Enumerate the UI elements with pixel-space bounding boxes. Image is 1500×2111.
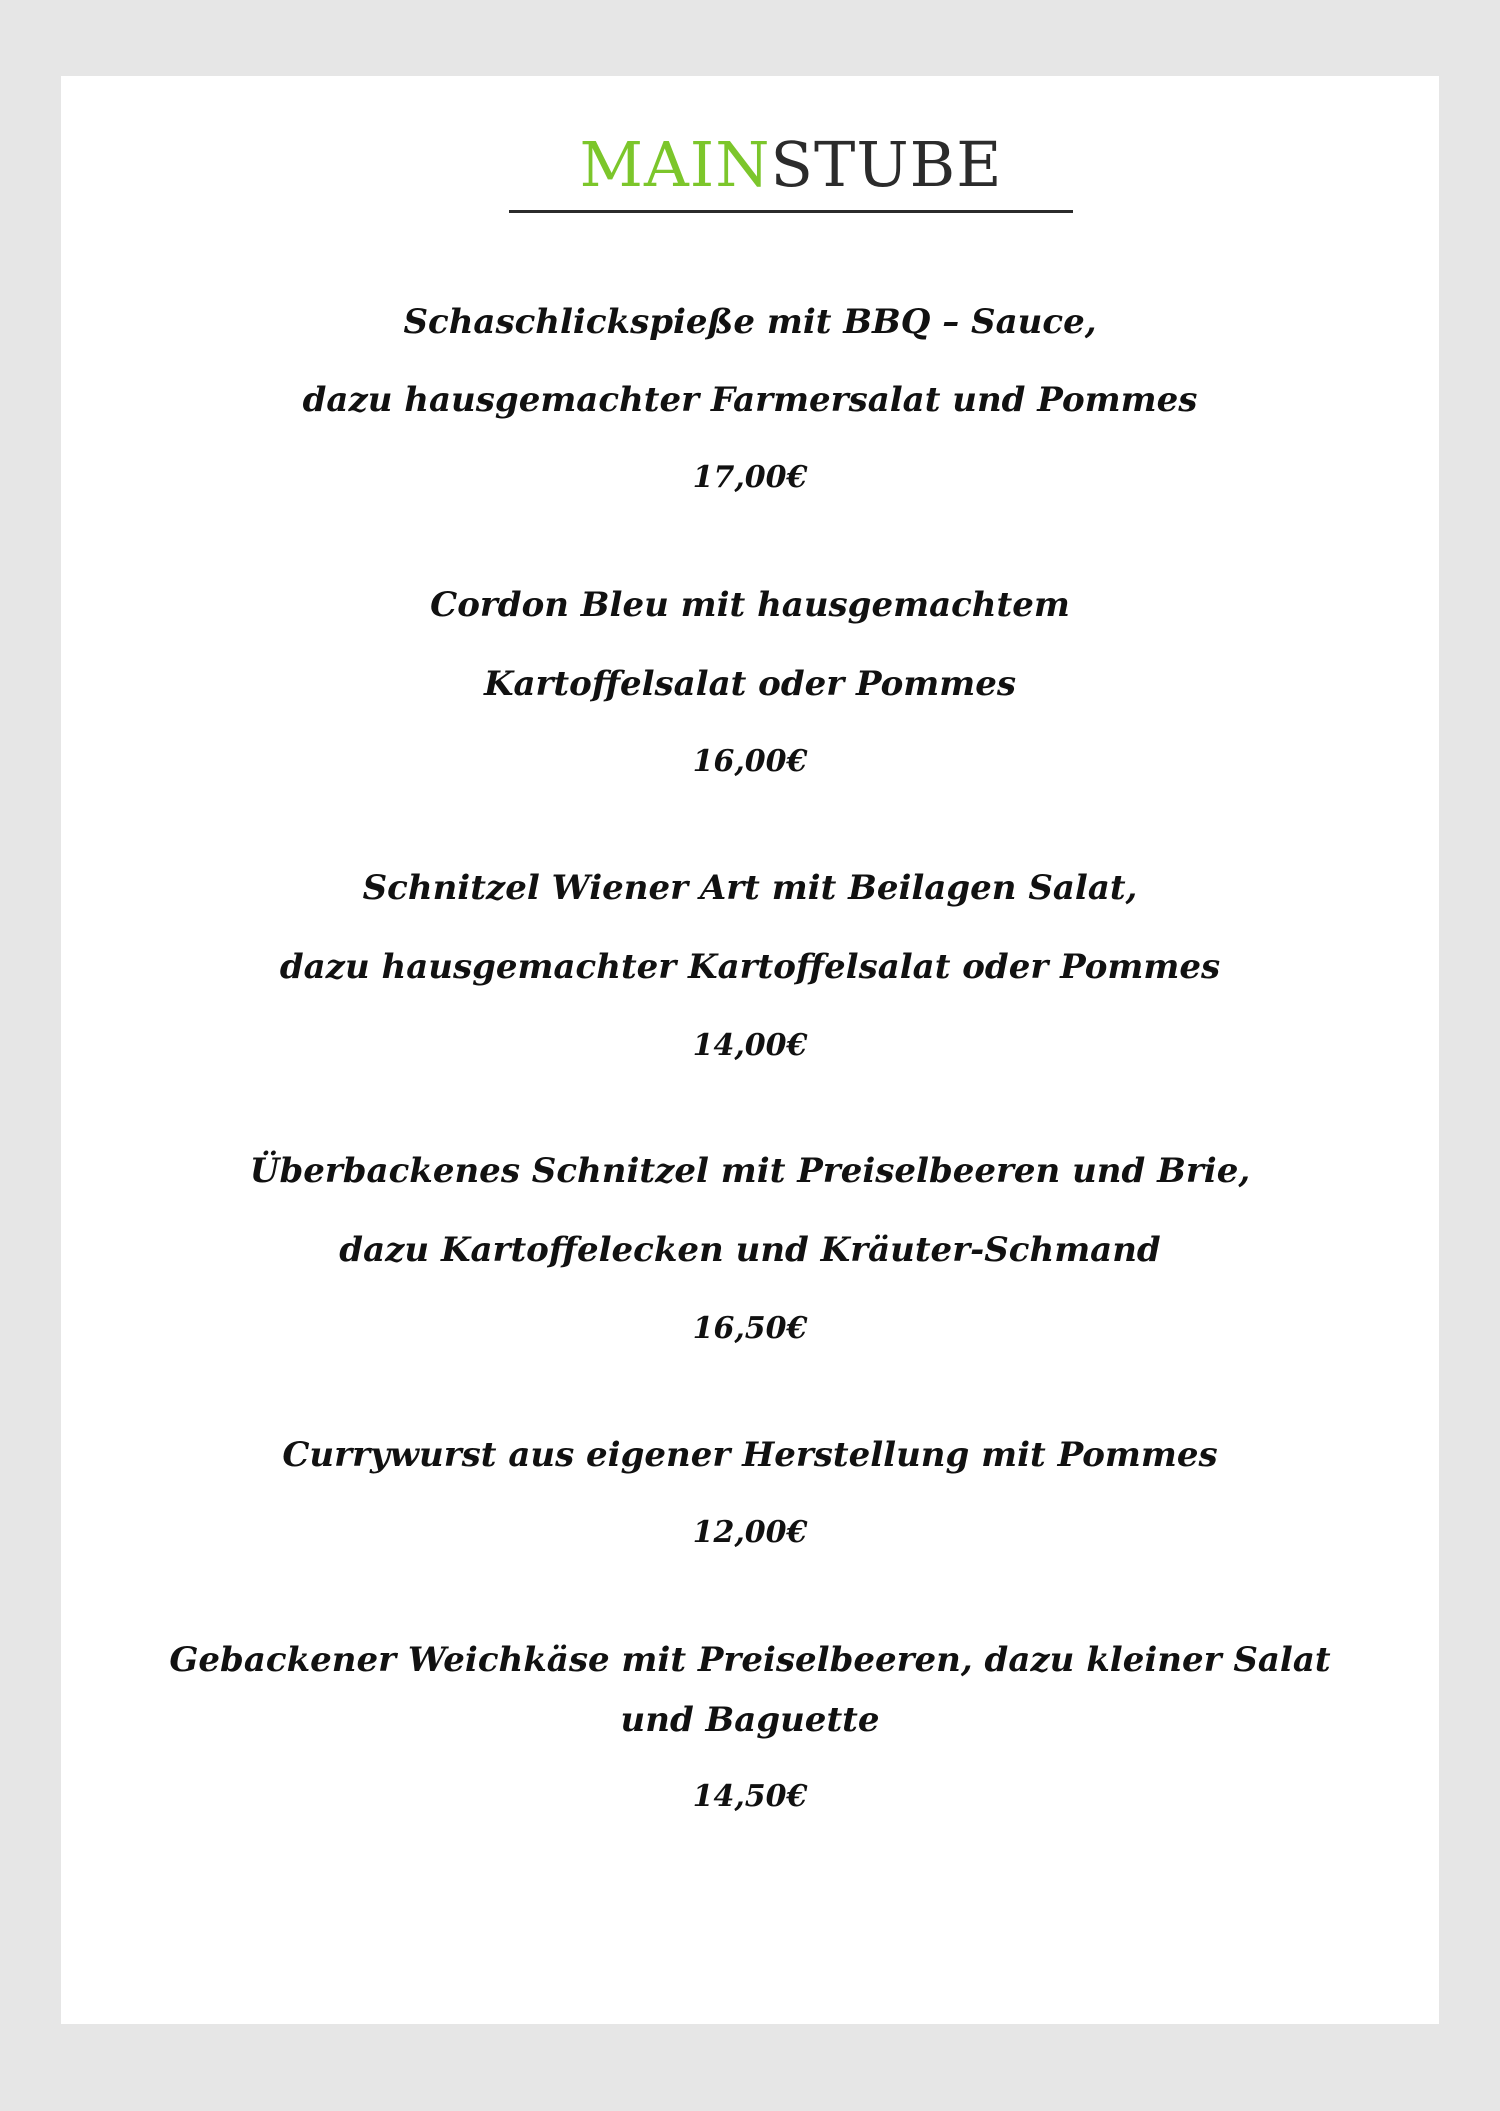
menu-item-2-price: 16,00€ <box>692 744 808 779</box>
menu-item-2-line-1: Cordon Bleu mit hausgemachtem <box>430 585 1070 625</box>
menu-item-1-price: 17,00€ <box>692 460 808 495</box>
menu-page <box>61 76 1439 2024</box>
menu-item-5-price: 12,00€ <box>692 1515 808 1550</box>
brand-logo <box>509 128 1073 201</box>
menu-item-2-line-2: Kartoffelsalat oder Pommes <box>483 664 1017 704</box>
brand-name-stube: STUBE <box>770 128 1003 201</box>
menu-item-4-price: 16,50€ <box>692 1311 808 1346</box>
menu-item-3-price: 14,00€ <box>692 1028 808 1063</box>
menu-item-6-price: 14,50€ <box>692 1779 808 1814</box>
menu-item-1-line-1: Schaschlickspieße mit BBQ – Sauce, <box>403 302 1097 342</box>
menu-item-3-line-2: dazu hausgemachter Kartoffelsalat oder Pommes <box>279 947 1221 987</box>
logo-underline <box>509 210 1073 213</box>
menu-item-1-line-2: dazu hausgemachter Farmersalat und Pommes <box>302 380 1198 420</box>
menu-item-4-line-2: dazu Kartoffelecken und Kräuter-Schmand <box>339 1230 1161 1270</box>
menu-item-6-line-2: und Baguette <box>620 1700 880 1740</box>
menu-item-5-line-1: Currywurst aus eigener Herstellung mit Pommes <box>282 1435 1218 1475</box>
menu-item-6-line-1: Gebackener Weichkäse mit Preiselbeeren, dazu kleiner Salat <box>169 1640 1331 1680</box>
menu-item-3-line-1: Schnitzel Wiener Art mit Beilagen Salat, <box>362 868 1138 908</box>
brand-name-main: MAIN <box>579 128 771 201</box>
menu-item-4-line-1: Überbackenes Schnitzel mit Preiselbeeren und Brie, <box>249 1151 1251 1191</box>
